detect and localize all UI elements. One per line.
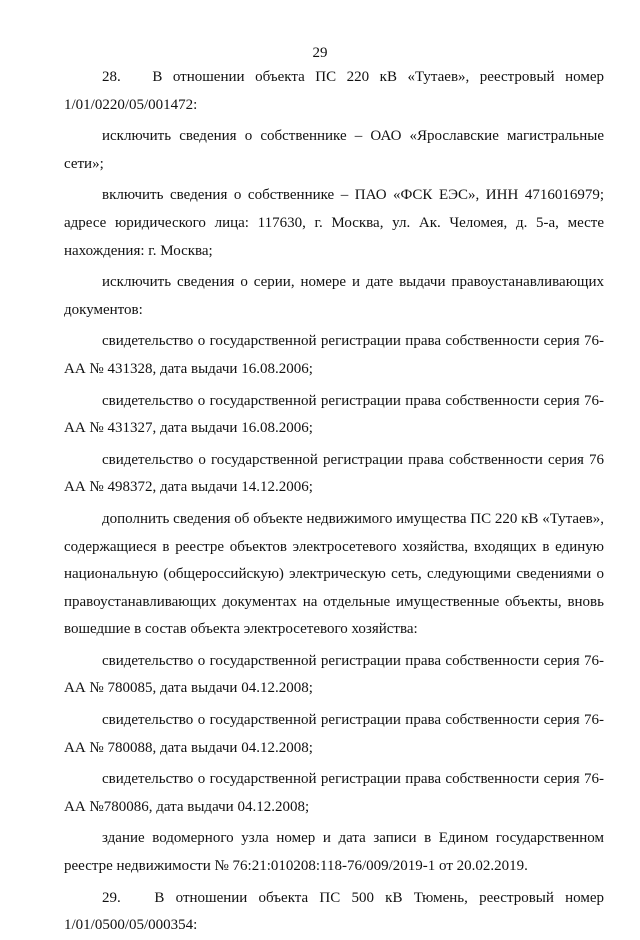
water-meter-building-paragraph: здание водомерного узла номер и дата записи в Едином государственном реестре недвижимости № 76:21:010208:118-76/009/2019-1 от 20.02.2019. <box>64 830 604 875</box>
include-owner-paragraph: включить сведения о собственнике – ПАО «ФСК ЕЭС», ИНН 4716016979; адресе юридического лица: 117630, г. Москва, ул. Ак. Челомея, д. 5-а, месте нахождения: г. Москва; <box>64 187 604 259</box>
certificate-paragraph: свидетельство о государственной регистрации права собственности серия 76-АА № 431328, дата выдачи 16.08.2006; <box>64 333 604 377</box>
page-number: 29 <box>312 45 328 61</box>
certificate-paragraph: свидетельство о государственной регистрации права собственности серия 76-АА № 780085, дата выдачи 04.12.2008; <box>64 652 604 697</box>
certificate-paragraph: свидетельство о государственной регистрации права собственности серия 76 АА № 498372, дата выдачи 14.12.2006; <box>64 451 604 496</box>
item-29-heading: 29. В отношении объекта ПС 500 кВ Тюмень, реестровый номер 1/01/0500/05/000354: <box>64 889 604 934</box>
supplement-info-paragraph: дополнить сведения об объекте недвижимого имущества ПС 220 кВ «Тутаев», содержащиеся в реестре объектов электросетевого хозяйства, входящих в единую национальную (общероссийскую) электрическую сеть, следующими сведениями о правоустанавливающих документах на отдельные имущественные объекты, вновь вошедшие в состав объекта электросетевого хозяйства: <box>64 510 604 638</box>
item-28-heading: 28. В отношении объекта ПС 220 кВ «Тутаев», реестровый номер 1/01/0220/05/001472: <box>64 69 604 113</box>
document-body <box>64 64 604 940</box>
certificate-paragraph: свидетельство о государственной регистрации права собственности серия 76-АА № 431327, дата выдачи 16.08.2006; <box>64 392 604 437</box>
exclude-owner-paragraph: исключить сведения о собственнике – ОАО «Ярославские магистральные сети»; <box>64 128 604 172</box>
certificate-paragraph: свидетельство о государственной регистрации права собственности серия 76-АА №780086, дата выдачи 04.12.2008; <box>64 771 604 815</box>
certificate-paragraph: свидетельство о государственной регистрации права собственности серия 76-АА № 780088, дата выдачи 04.12.2008; <box>64 712 604 756</box>
exclude-documents-paragraph: исключить сведения о серии, номере и дате выдачи правоустанавливающих документов: <box>64 274 604 318</box>
